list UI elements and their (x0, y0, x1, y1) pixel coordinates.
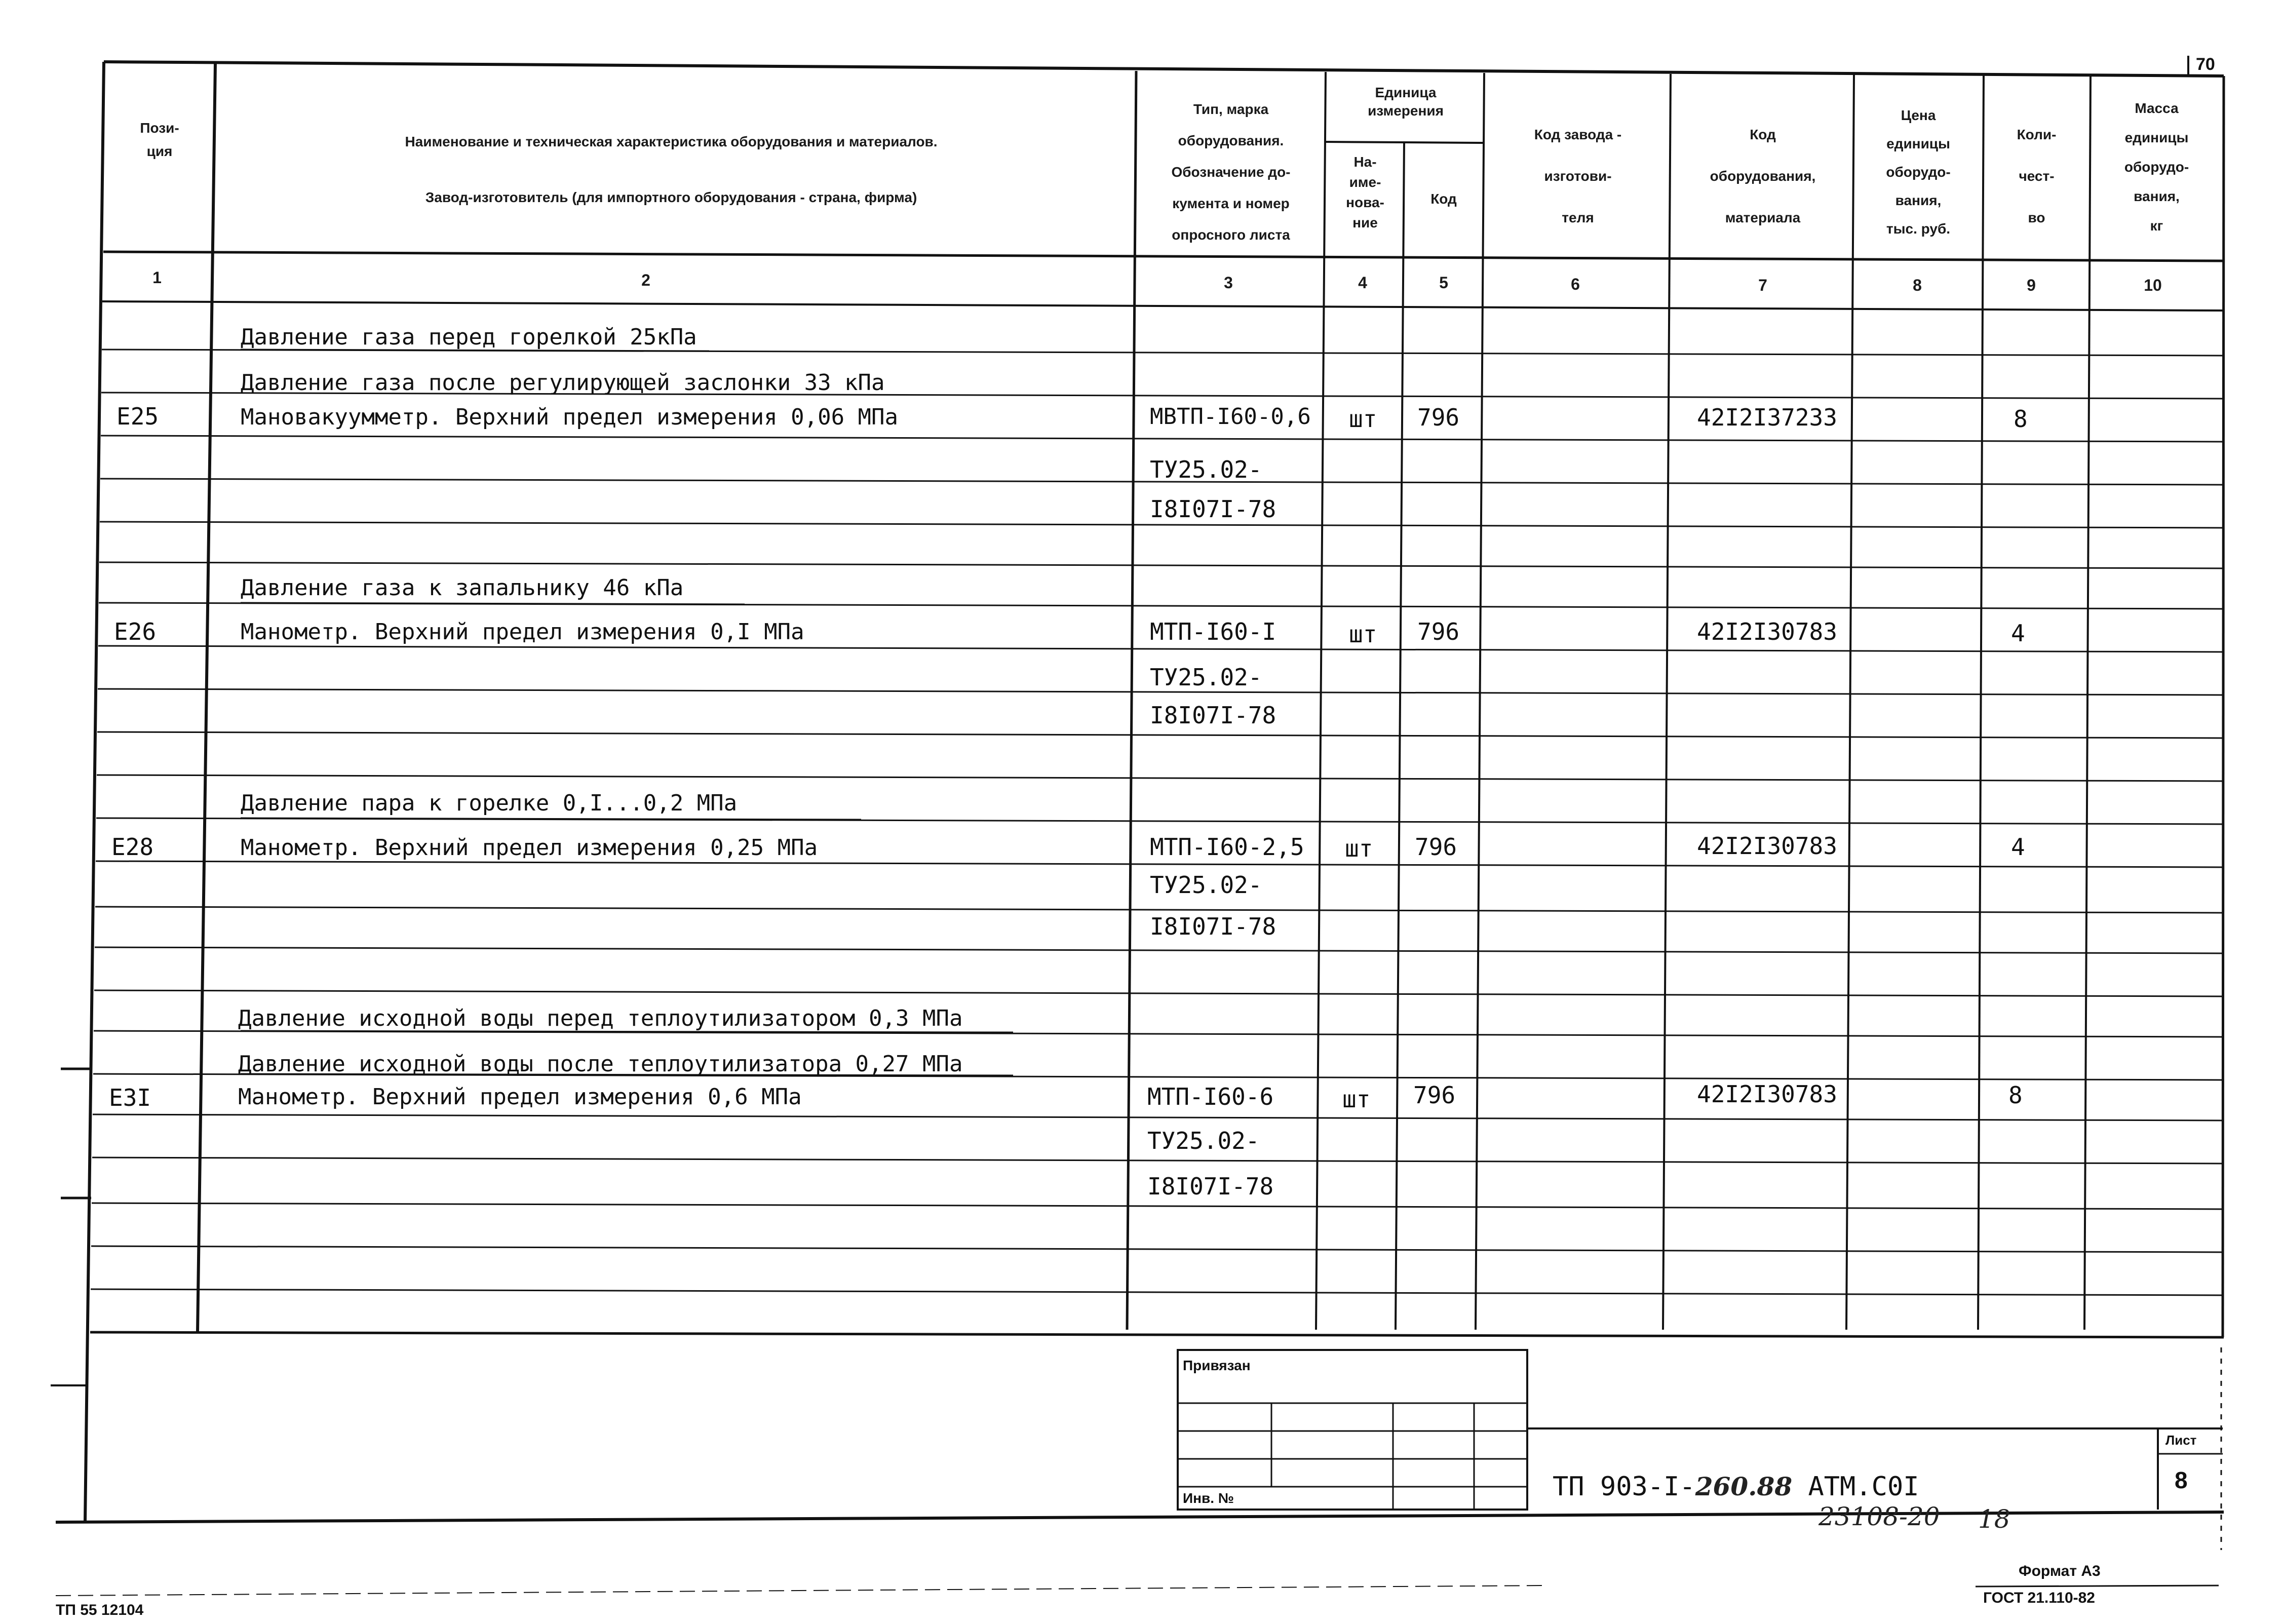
column-number: 4 (1358, 274, 1367, 292)
column-number: 1 (152, 268, 162, 287)
handwritten-page: 18 (1978, 1504, 2010, 1534)
sheet-corner-number: 70 (2196, 55, 2215, 74)
position-code: Е26 (114, 618, 157, 645)
note-text: Давление пара к горелке 0,I...0,2 МПа (241, 790, 738, 816)
header-unit-code: Код (1430, 191, 1457, 207)
header-quantity: Коли- чест- во (2017, 127, 2057, 225)
note-text: Давление газа перед горелкой 25кПа (241, 324, 697, 350)
equipment-name: Мановакуумметр. Верхний предел измерения 0,06 МПа (241, 404, 899, 430)
column-number: 2 (641, 271, 650, 289)
equipment-code: 42I2I30783 (1697, 1080, 1837, 1108)
header-mass: Масса единицы оборудо- вания, кг (2124, 100, 2189, 234)
type-mark: МТП-I60-I (1150, 618, 1276, 645)
note-text: Давление газа к запальнику 46 кПа (241, 575, 684, 601)
privyazan-label: Привязан (1183, 1358, 1251, 1373)
position-code: Е25 (117, 403, 159, 430)
header-price: Цена единицы оборудо- вания, тыс. руб. (1886, 107, 1951, 237)
inventory-number-label: Инв. № (1183, 1490, 1234, 1506)
column-number: 3 (1224, 274, 1233, 292)
handwritten-code: 23108-20 (1818, 1502, 1940, 1531)
format-label: Формат А3 (2019, 1563, 2101, 1579)
equipment-name: Манометр. Верхний предел измерения 0,25 МПа (241, 835, 818, 861)
document-number: ТП 903-I-260.88 АТМ.С0I (1553, 1472, 1919, 1502)
type-spec: I8I07I-78 (1150, 702, 1276, 729)
type-mark: МВТП-I60-0,6 (1150, 404, 1311, 430)
unit-code: 796 (1417, 618, 1460, 645)
header-manufacturer-code: Код завода - изготови- теля (1534, 127, 1622, 225)
equipment-code: 42I2I30783 (1697, 618, 1837, 645)
left-footer-code: ТП 55 12104 (56, 1602, 144, 1618)
type-spec: I8I07I-78 (1150, 495, 1276, 523)
header-position: Пози- ция (140, 120, 179, 159)
header-name: Наименование и техническая характеристика оборудования и материалов. Завод-изготовитель (для импортного оборудования - страна, фирма) (405, 134, 938, 205)
unit-name: шт (1349, 405, 1377, 433)
note-text: Давление исходной воды после теплоутилизатора 0,27 МПа (238, 1051, 963, 1077)
column-number: 5 (1439, 274, 1448, 292)
quantity: 8 (2014, 405, 2028, 433)
equipment-name: Манометр. Верхний предел измерения 0,6 МПа (238, 1084, 802, 1110)
header-type: Тип, марка оборудования. Обозначение до- кумента и номер опросного листа (1171, 101, 1291, 243)
unit-code: 796 (1415, 833, 1457, 861)
note-text: Давление газа после регулирующей заслонки 33 кПа (241, 370, 885, 396)
sheet-number: 8 (2175, 1467, 2188, 1493)
type-spec: ТУ25.02- (1150, 664, 1262, 691)
column-number: 8 (1913, 276, 1922, 294)
quantity: 4 (2011, 833, 2025, 861)
header-unit-group: Единица измерения (1368, 85, 1444, 119)
header-equipment-code: Код оборудования, материала (1710, 127, 1816, 225)
type-spec: ТУ25.02- (1150, 456, 1262, 483)
unit-name: шт (1342, 1086, 1371, 1113)
type-spec: I8I07I-78 (1150, 913, 1276, 940)
note-text: Давление исходной воды перед теплоутилизатором 0,3 МПа (238, 1006, 963, 1031)
type-spec: ТУ25.02- (1150, 871, 1262, 899)
type-spec: I8I07I-78 (1147, 1173, 1274, 1200)
quantity: 4 (2011, 620, 2025, 647)
type-mark: МТП-I60-6 (1147, 1083, 1274, 1110)
equipment-name: Манометр. Верхний предел измерения 0,I МПа (241, 619, 804, 645)
sheet-label: Лист (2165, 1433, 2197, 1448)
column-number: 7 (1758, 276, 1767, 294)
equipment-code: 42I2I30783 (1697, 832, 1837, 860)
unit-code: 796 (1413, 1081, 1456, 1109)
type-spec: ТУ25.02- (1147, 1127, 1260, 1154)
type-mark: МТП-I60-2,5 (1150, 833, 1304, 861)
column-number: 9 (2027, 276, 2036, 294)
unit-name: шт (1349, 621, 1377, 648)
header-unit-name: На- име- нова- ние (1346, 154, 1384, 230)
position-code: Е3I (109, 1084, 151, 1111)
column-number: 10 (2144, 276, 2162, 294)
column-number: 6 (1571, 275, 1580, 293)
position-code: Е28 (111, 833, 154, 861)
unit-name: шт (1345, 835, 1373, 862)
equipment-code: 42I2I37233 (1697, 404, 1837, 431)
unit-code: 796 (1417, 404, 1460, 431)
quantity: 8 (2008, 1081, 2023, 1109)
gost-label: ГОСТ 21.110-82 (1983, 1590, 2095, 1606)
